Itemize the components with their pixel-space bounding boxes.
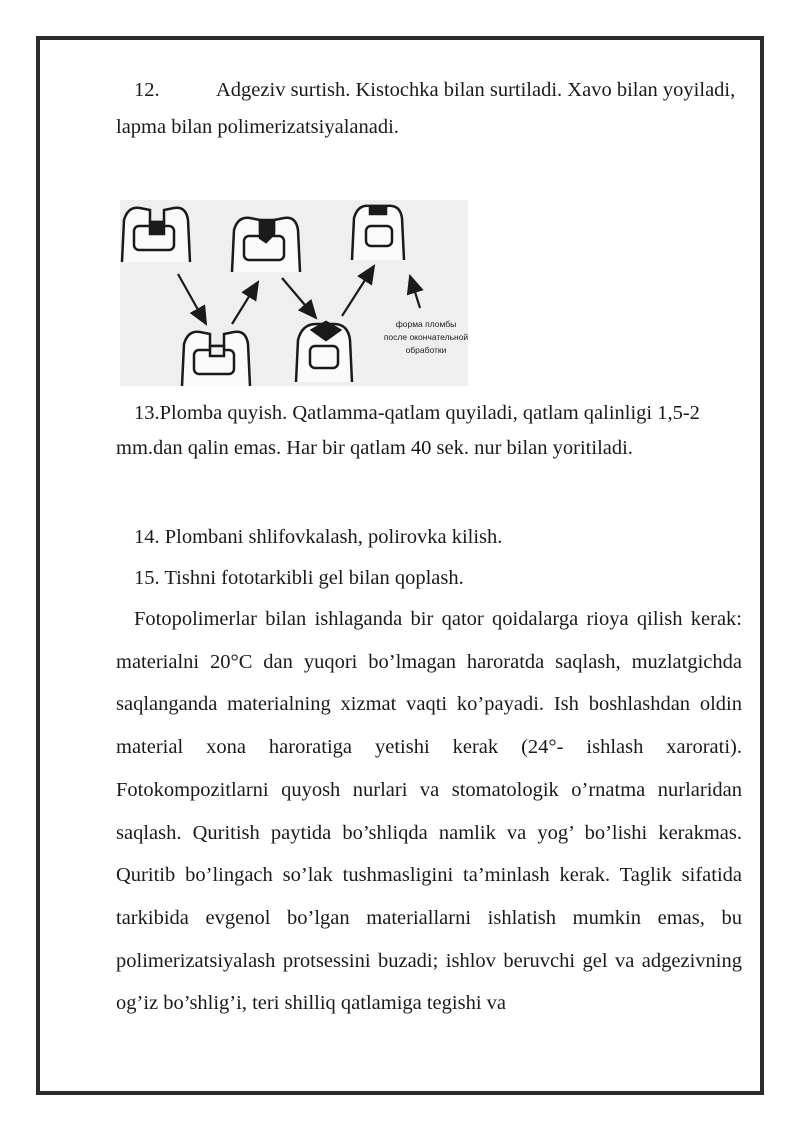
body-paragraph: Fotopolimerlar bilan ishlaganda bir qator qoidalarga rioya qilish kerak: materialni 20°C dan yuqori bo’lmagan haroratda saqlash, muzlatgichda saqlanganda materialning xizmat vaqti ko’payadi. Ish boshlashdan oldin material xona haroratiga yetishi kerak (24°- ishlash xarorati). Fotokompozitlarni quyosh nurlari va stomatologik o’rnatma nurlaridan saqlash. Quritish paytida bo’shliqda namlik va yog’ bo’lishi kerakmas. Quritib bo’lingach so’lak tushmasligini ta’minlash kerak. Taglik sifatida tarkibida evgenol bo’lgan materiallarni ishlatish mumkin emas, bu polimerizatsiyalash protsessini buzadi; ishlov beruvchi gel va adgezivning og’iz bo’shlig’i, teri shilliq qatlamiga tegishi va [116, 608, 742, 1015]
step-14-text: 14. Plombani shlifovkalash, polirovka kilish. [134, 526, 503, 548]
step-12-number: 12. [134, 79, 160, 101]
tooth-2 [232, 218, 300, 272]
step-15 [116, 560, 742, 597]
caption-line-2: после окончательной [383, 332, 468, 342]
tooth-5 [296, 322, 352, 382]
tooth-3 [352, 206, 404, 260]
caption-line-1: форма пломбы [395, 319, 457, 329]
step-13-text: 13.Plomba quyish. Qatlamma-qatlam quyiladi, qatlam qalinligi 1,5-2 mm.dan qalin emas. Har bir qatlam 40 sek. nur bilan yoritiladi. [116, 402, 700, 459]
step-12 [116, 72, 742, 146]
step-15-text: 15. Tishni fototarkibli gel bilan qoplash. [134, 567, 464, 589]
tooth-filling-diagram [120, 200, 468, 386]
step-13 [116, 396, 716, 466]
caption-line-3: обработки [405, 345, 447, 355]
step-12-text: Adgeziv surtish. Kistochka bilan surtiladi. Xavo bilan yoyiladi, lapma bilan polimerizatsiyalanadi. [116, 79, 736, 138]
step-14 [116, 519, 742, 556]
